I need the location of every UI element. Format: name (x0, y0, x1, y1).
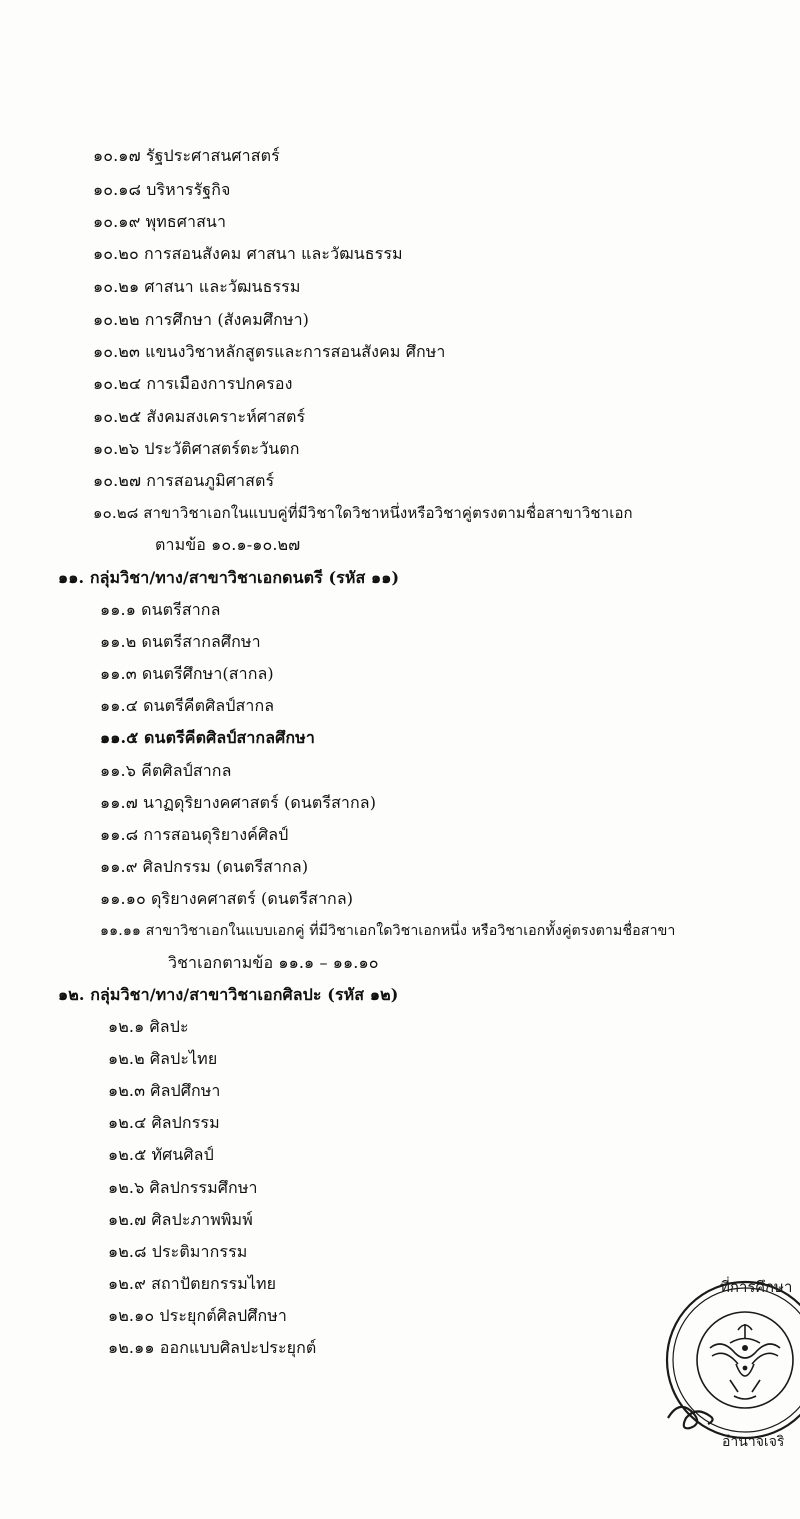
list-item: ๑๐.๒๗ การสอนภูมิศาสตร์ (93, 471, 275, 490)
list-item: ๑๒.๘ ประติมากรรม (108, 1242, 248, 1261)
list-item: ๑๑.๒ ดนตรีสากลศึกษา (100, 632, 261, 651)
list-item-continuation: ตามข้อ ๑๐.๑-๑๐.๒๗ (155, 535, 301, 554)
list-item: ๑๐.๒๒ การศึกษา (สังคมศึกษา) (93, 310, 310, 329)
list-item: ๑๐.๒๑ ศาสนา และวัฒนธรรม (93, 277, 301, 296)
list-item: ๑๒.๒ ศิลปะไทย (108, 1049, 218, 1068)
section-heading: ๑๒. กลุ่มวิชา/ทาง/สาขาวิชาเอกศิลปะ (รหัส ๑๒) (58, 985, 399, 1004)
list-item: ๑๑.๑ ดนตรีสากล (100, 600, 221, 619)
list-item: ๑๒.๑ ศิลปะ (108, 1017, 189, 1036)
list-item: ๑๒.๑๐ ประยุกต์ศิลปศึกษา (108, 1306, 287, 1325)
list-item: ๑๑.๓ ดนตรีศึกษา(สากล) (100, 664, 274, 683)
list-item: ๑๐.๑๙ พุทธศาสนา (93, 212, 227, 231)
list-item: ๑๑.๘ การสอนดุริยางค์ศิลป์ (100, 825, 289, 844)
official-seal-icon (650, 1268, 800, 1448)
list-item: ๑๒.๔ ศิลปกรรม (108, 1113, 220, 1132)
list-item: ๑๐.๑๗ รัฐประศาสนศาสตร์ (93, 146, 280, 165)
list-item: ๑๐.๒๐ การสอนสังคม ศาสนา และวัฒนธรรม (93, 244, 403, 263)
list-item: ๑๑.๗ นาฏดุริยางคศาสตร์ (ดนตรีสากล) (100, 793, 377, 812)
list-item: ๑๒.๕ ทัศนศิลป์ (108, 1145, 214, 1164)
list-item: ๑๒.๙ สถาปัตยกรรมไทย (108, 1274, 277, 1293)
list-item: ๑๑.๔ ดนตรีคีตศิลป์สากล (100, 696, 275, 715)
svg-text:อำนาจเจริ: อำนาจเจริ (722, 1434, 785, 1448)
list-item: ๑๐.๒๘ สาขาวิชาเอกในแบบคู่ที่มีวิชาใดวิชาหนึ่งหรือวิชาคู่ตรงตามชื่อสาขาวิชาเอก (93, 504, 633, 522)
list-item: ๑๑.๑๑ สาขาวิชาเอกในแบบเอกคู่ ที่มีวิชาเอกใดวิชาเอกหนึ่ง หรือวิชาเอกทั้งคู่ตรงตามชื่อสาขา (100, 923, 676, 939)
list-item: ๑๒.๖ ศิลปกรรมศึกษา (108, 1178, 258, 1197)
list-item: ๑๑.๖ คีตศิลป์สากล (100, 761, 232, 780)
list-item: ๑๒.๑๑ ออกแบบศิลปะประยุกต์ (108, 1338, 317, 1357)
list-item: ๑๐.๒๕ สังคมสงเคราะห์ศาสตร์ (93, 407, 306, 426)
list-item-continuation: วิชาเอกตามข้อ ๑๑.๑ – ๑๑.๑๐ (168, 953, 379, 972)
list-item: ๑๐.๒๖ ประวัติศาสตร์ตะวันตก (93, 439, 300, 458)
list-item: ๑๒.๗ ศิลปะภาพพิมพ์ (108, 1210, 253, 1229)
list-item: ๑๐.๑๘ บริหารรัฐกิจ (93, 180, 231, 199)
list-item: ๑๑.๙ ศิลปกรรม (ดนตรีสากล) (100, 857, 309, 876)
list-item: ๑๑.๕ ดนตรีคีตศิลป์สากลศึกษา (100, 728, 315, 747)
list-item: ๑๐.๒๓ แขนงวิชาหลักสูตรและการสอนสังคม ศึกษา (93, 342, 446, 361)
list-item: ๑๐.๒๔ การเมืองการปกครอง (93, 374, 293, 393)
svg-text:ที่การศึกษา: ที่การศึกษา (720, 1278, 793, 1296)
list-item: ๑๑.๑๐ ดุริยางคศาสตร์ (ดนตรีสากล) (100, 889, 354, 908)
section-heading: ๑๑. กลุ่มวิชา/ทาง/สาขาวิชาเอกดนตรี (รหัส ๑๑) (58, 568, 400, 587)
list-item: ๑๒.๓ ศิลปศึกษา (108, 1081, 221, 1100)
